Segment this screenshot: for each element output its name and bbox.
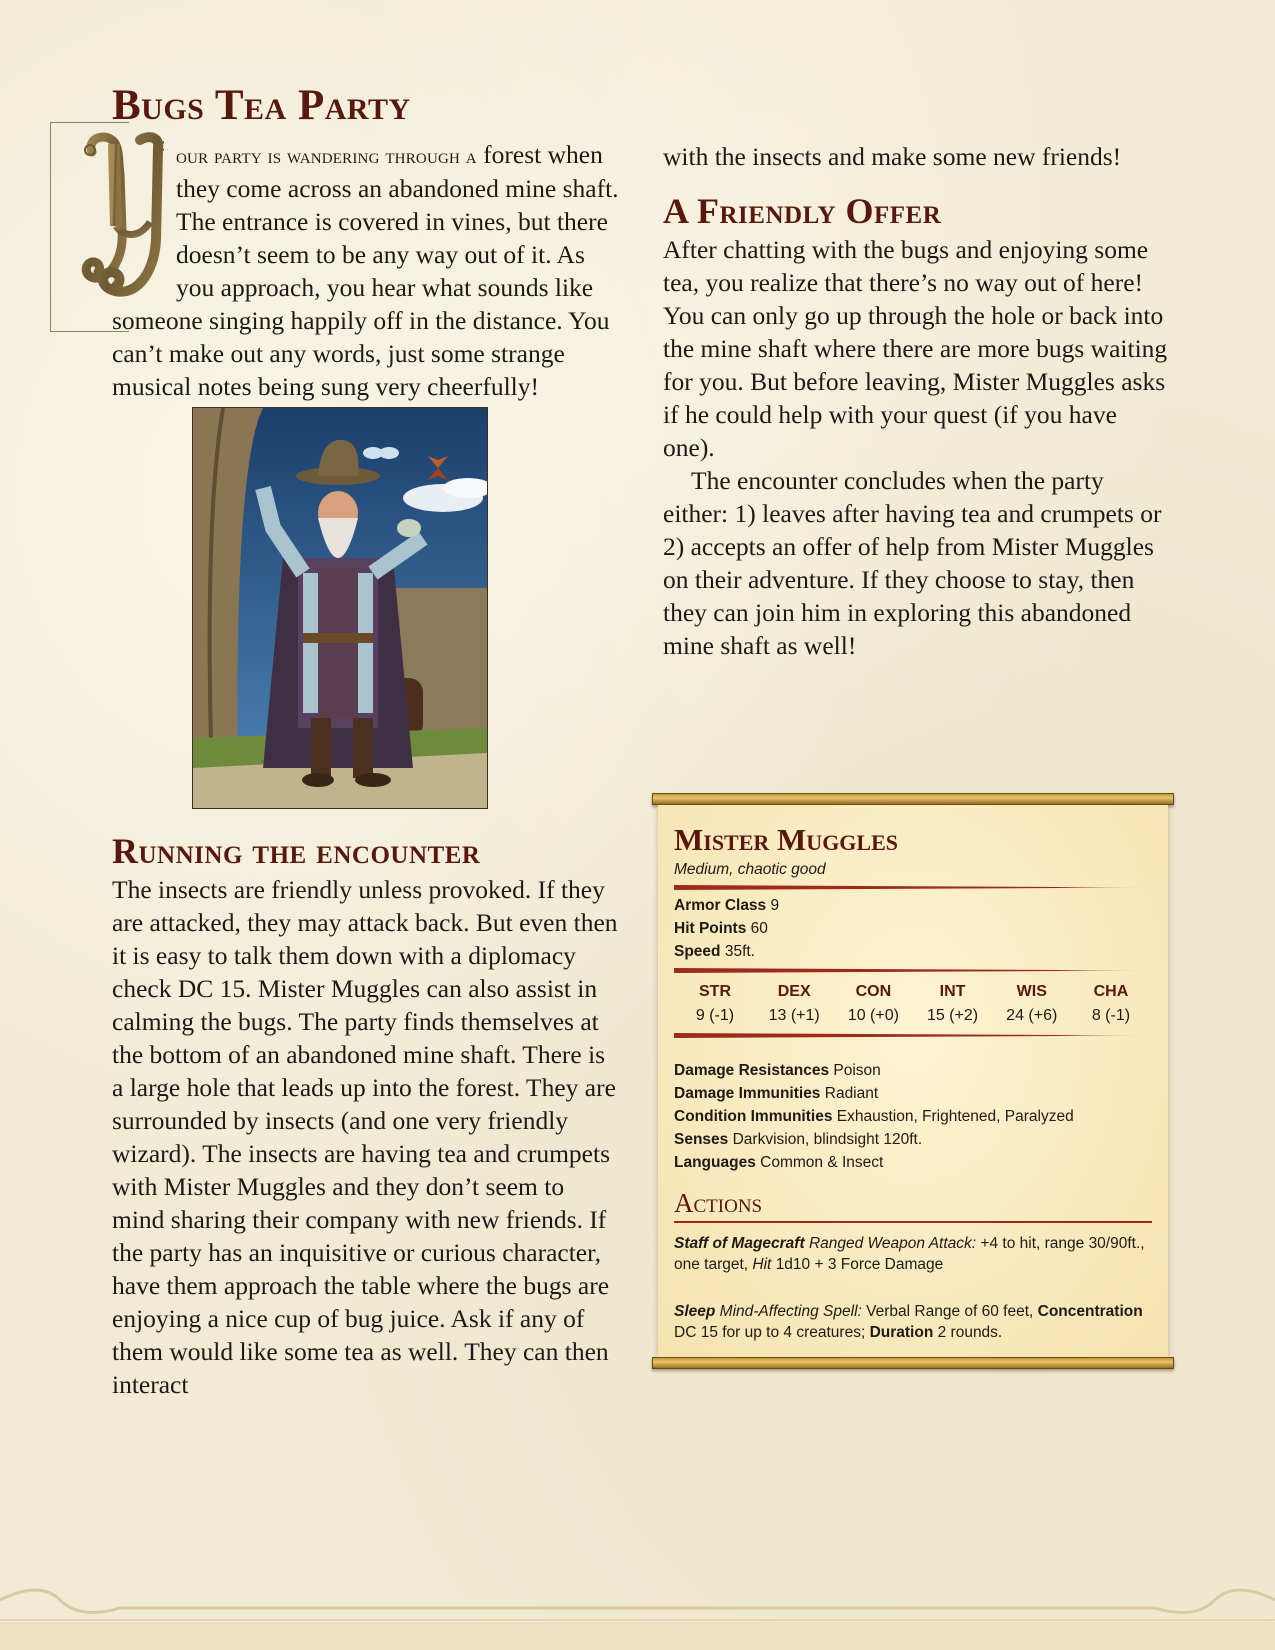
stat-block-body [658,805,1168,1357]
armor-class: Armor Class 9 [674,897,780,914]
hit-points: Hit Points 60 [674,920,768,937]
offer-heading: A Friendly Offer [663,191,942,231]
senses: Senses Darkvision, blindsight 120ft. [674,1131,923,1148]
actions-heading: Actions [674,1187,1152,1223]
intro-paragraph [112,138,620,403]
footer-ornament [0,1560,1275,1650]
ability-wis: WIS 24 (+6) [1006,983,1058,1024]
ability-dex: DEX 13 (+1) [768,983,820,1024]
action-staff-of-magecraft: Staff of Magecraft Ranged Weapon Attack: +4 to hit, range 30/90ft., one target, Hit 1d10 + 3 Force Damage [674,1235,1145,1273]
divider [674,885,1152,890]
offer-paragraph-2: The encounter concludes when the party either: 1) leaves after having tea and crumpets or 2) accepts an offer of help from Mister Muggles on their adventure. If they choose to stay, then they can join him in exploring this abandoned mine shaft as well! [663,466,1162,660]
creature-name: Mister Muggles [674,822,898,857]
damage-immunities: Damage Immunities Radiant [674,1085,879,1102]
dropcap-y-icon [80,130,164,300]
creature-type: Medium, chaotic good [674,861,826,878]
intro-lead: our party is wandering through a [176,143,477,168]
page-title: Bugs Tea Party [112,82,411,129]
ability-scores [674,983,1152,1025]
running-text: The insects are friendly unless provoked. If they are attacked, they may attack back. But even then it is easy to talk them down with a diplomacy check DC 15. Mister Muggles can also assist in calming the bugs. The party finds themselves at the bottom of an abandoned mine shaft. There is a large hole that leads up into the forest. They are surrounded by insects (and one very friendly wizard). The insects are having tea and crumpets with Mister Muggles and they don’t seem to mind sharing their company with new friends. If the party has an inquisitive or curious character, have them approach the table where the bugs are enjoying a nice cup of bug juice. Ask if any of them would like some tea as well. They can then interact [112,875,618,1399]
left-column [112,80,620,1401]
wizard-illustration [192,407,488,809]
ability-int: INT 15 (+2) [926,983,979,1024]
intro-text: forest when they come across an abandoned mine shaft. The entrance is covered in vines, but there doesn’t seem to be any way out of it. As you approach, you hear what sounds like someone singing happily off in the distance. You can’t make out any words, just some strange musical notes being sung very cheerfully! [112,140,619,401]
running-continued: with the insects and make some new friends! [663,142,1122,171]
ability-str: STR 9 (-1) [695,983,735,1024]
speed: Speed 35ft. [674,943,755,960]
ability-con: CON 10 (+0) [847,983,899,1024]
offer-paragraph-1: After chatting with the bugs and enjoying some tea, you realize that there’s no way out of here! You can only go up through the hole or back into the mine shaft where there are more bugs waiting for you. But before leaving, Mister Muggles asks if he could help with your quest (if you have one). [663,235,1168,462]
right-column [663,140,1171,662]
divider [674,968,1152,973]
action-sleep: Sleep Mind-Affecting Spell: Verbal Range of 60 feet, Concentration DC 15 for up to 4 creatures; Duration 2 rounds. [674,1303,1143,1341]
condition-immunities: Condition Immunities Exhaustion, Frightened, Paralyzed [674,1108,1074,1125]
stat-block [652,793,1174,1369]
stat-block-bottom-bar [652,1357,1174,1369]
dropcap-letter [80,130,164,300]
languages: Languages Common & Insect [674,1154,884,1171]
divider [674,1033,1152,1038]
ability-cha: CHA 8 (-1) [1091,983,1131,1024]
running-heading: Running the encounter [112,831,481,871]
damage-resistances: Damage Resistances Poison [674,1062,881,1079]
stat-block-top-bar [652,793,1174,805]
